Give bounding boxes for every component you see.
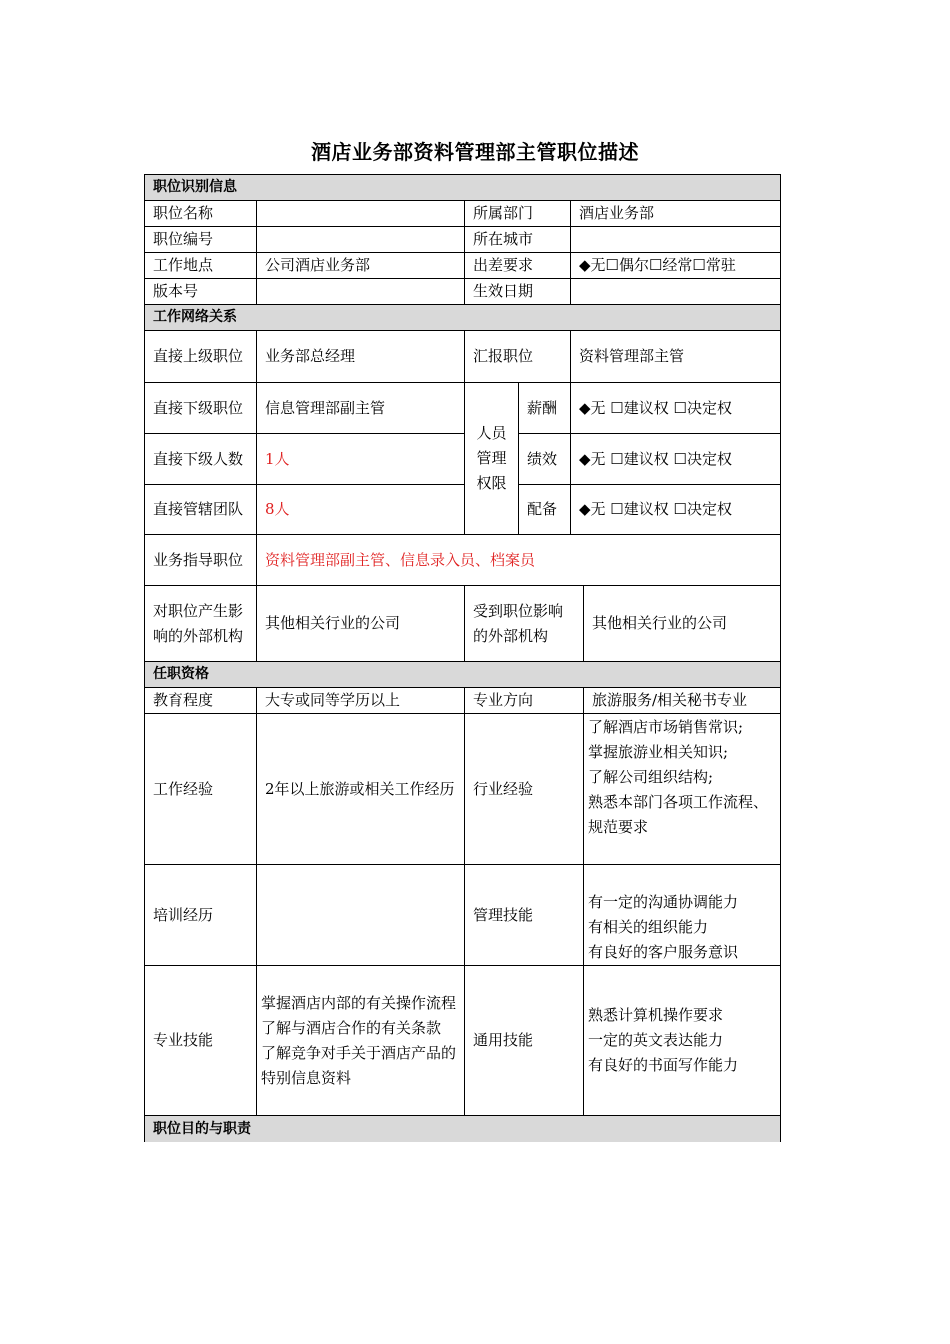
superior-value: 业务部总经理: [257, 331, 465, 383]
effective-label: 生效日期: [465, 279, 571, 305]
general-value: [584, 966, 781, 1116]
mgmt-line: 有良好的客户服务意识: [588, 943, 739, 961]
authority-label: 人员管理权限: [465, 383, 519, 535]
sub-label: 直接下级职位: [145, 383, 257, 434]
industry-line: 掌握旅游业相关知识;: [588, 743, 729, 761]
superior-label: 直接上级职位: [145, 331, 257, 383]
version-label: 版本号: [145, 279, 257, 305]
edu-label: 教育程度: [145, 688, 257, 714]
page-title: 酒店业务部资料管理部主管职位描述: [311, 140, 639, 164]
general-label: 通用技能: [465, 966, 584, 1116]
perf-label: 绩效: [519, 434, 571, 485]
sub-value: 信息管理部副主管: [257, 383, 465, 434]
salary-label: 薪酬: [519, 383, 571, 434]
salary-value: ◆无 ☐建议权 ☐决定权: [571, 383, 781, 434]
mgmt-value: [584, 865, 781, 966]
dept-value: 酒店业务部: [571, 201, 781, 227]
section-header-id-info: 职位识别信息: [145, 175, 781, 201]
dept-label: 所属部门: [465, 201, 571, 227]
job-no-value: [257, 227, 465, 253]
guide-value: 资料管理部副主管、信息录入员、档案员: [257, 535, 781, 586]
industry-line: 熟悉本部门各项工作流程、规范要求: [588, 793, 769, 836]
job-description-table: [144, 174, 781, 1142]
version-value: [257, 279, 465, 305]
location-label: 工作地点: [145, 253, 257, 279]
city-label: 所在城市: [465, 227, 571, 253]
job-name-label: 职位名称: [145, 201, 257, 227]
sub-count-label: 直接下级人数: [145, 434, 257, 485]
mgmt-line: 有一定的沟通协调能力: [588, 893, 739, 911]
pro-value: [257, 966, 465, 1116]
city-value: [571, 227, 781, 253]
training-value: [257, 865, 465, 966]
perf-value: ◆无 ☐建议权 ☐决定权: [571, 434, 781, 485]
report-value: 资料管理部主管: [571, 331, 781, 383]
training-label: 培训经历: [145, 865, 257, 966]
ext-influence-value: 其他相关行业的公司: [257, 586, 465, 662]
general-line: 一定的英文表达能力: [588, 1031, 724, 1049]
work-exp-value: 2年以上旅游或相关工作经历: [257, 714, 465, 865]
industry-label: 行业经验: [465, 714, 584, 865]
industry-line: 了解公司组织结构;: [588, 768, 714, 786]
industry-line: 了解酒店市场销售常识;: [588, 718, 744, 736]
ext-affected-value: 其他相关行业的公司: [584, 586, 781, 662]
mgmt-label: 管理技能: [465, 865, 584, 966]
general-line: 有良好的书面写作能力: [588, 1056, 739, 1074]
section-header-qualification: 任职资格: [145, 662, 781, 688]
general-line: 熟悉计算机操作要求: [588, 1006, 724, 1024]
report-label: 汇报职位: [465, 331, 571, 383]
travel-value: ◆无☐偶尔☐经常☐常驻: [571, 253, 781, 279]
section-header-duties: 职位目的与职责: [145, 1116, 781, 1142]
travel-label: 出差要求: [465, 253, 571, 279]
job-name-value: [257, 201, 465, 227]
pro-line: 了解与酒店合作的有关条款: [261, 1018, 442, 1037]
pro-line: 了解竞争对手关于酒店产品的特别信息资料: [261, 1043, 457, 1087]
job-no-label: 职位编号: [145, 227, 257, 253]
major-value: 旅游服务/相关秘书专业: [584, 688, 781, 714]
alloc-label: 配备: [519, 485, 571, 535]
section-header-network: 工作网络关系: [145, 305, 781, 331]
alloc-value: ◆无 ☐建议权 ☐决定权: [571, 485, 781, 535]
team-label: 直接管辖团队: [145, 485, 257, 535]
ext-affected-label: 受到职位影响的外部机构: [465, 586, 584, 662]
guide-label: 业务指导职位: [145, 535, 257, 586]
sub-count-value: 1人: [257, 434, 465, 485]
major-label: 专业方向: [465, 688, 584, 714]
industry-value: [584, 714, 781, 865]
effective-value: [571, 279, 781, 305]
location-value: 公司酒店业务部: [257, 253, 465, 279]
team-value: 8人: [257, 485, 465, 535]
edu-value: 大专或同等学历以上: [257, 688, 465, 714]
pro-line: 掌握酒店内部的有关操作流程: [261, 993, 457, 1012]
work-exp-label: 工作经验: [145, 714, 257, 865]
pro-label: 专业技能: [145, 966, 257, 1116]
ext-influence-label: 对职位产生影响的外部机构: [145, 586, 257, 662]
mgmt-line: 有相关的组织能力: [588, 918, 709, 936]
